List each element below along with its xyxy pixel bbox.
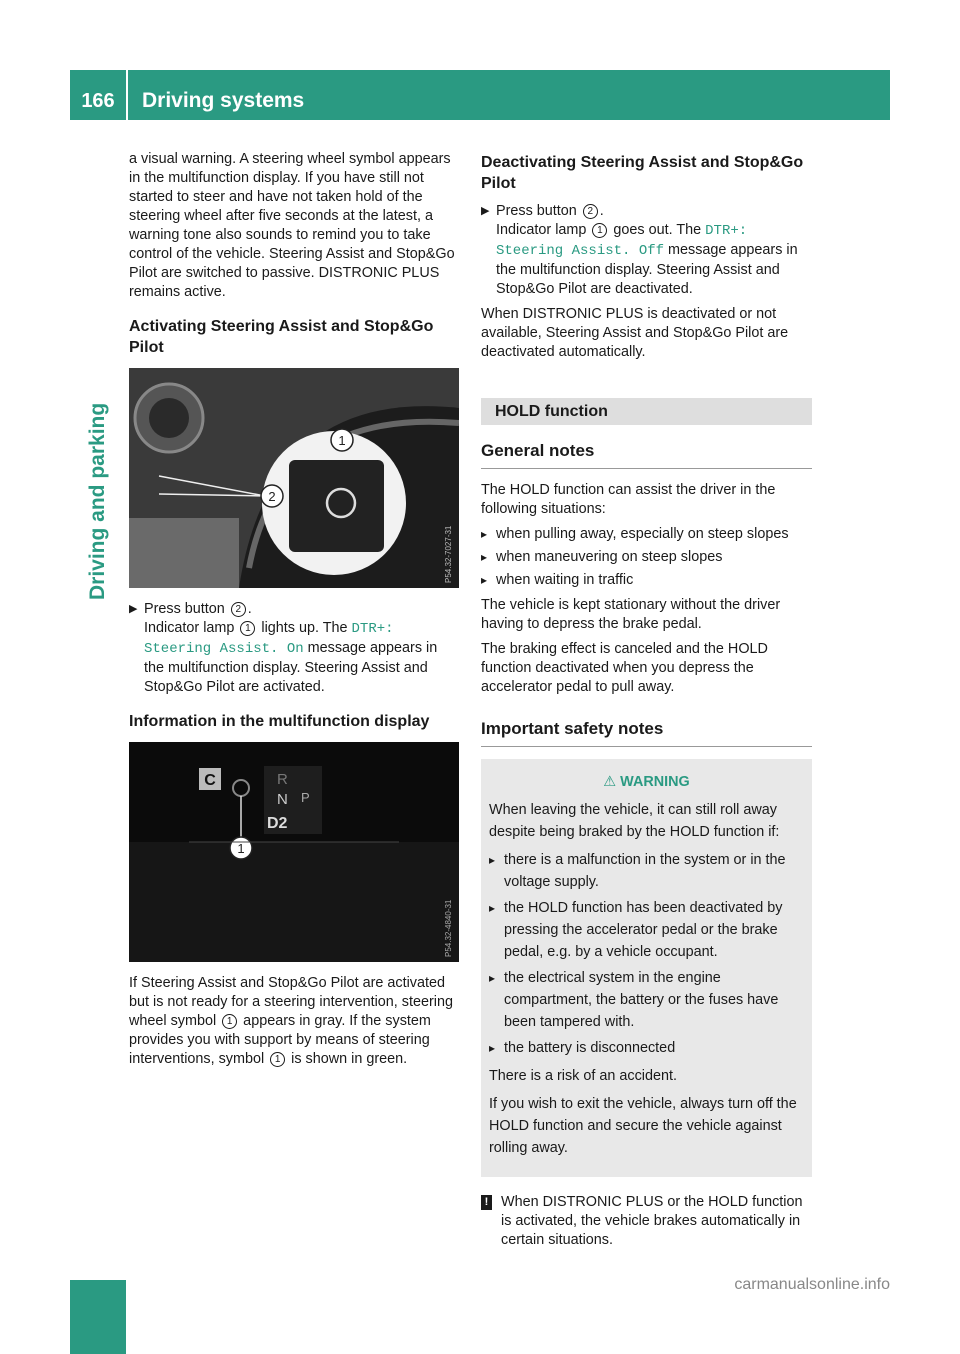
right-column: [481, 150, 812, 1250]
deactivate-message: DTR+: Steering Assist. Off: [496, 223, 748, 259]
activate-message: DTR+: Steering Assist. On: [144, 621, 394, 657]
info-paragraph: If Steering Assist and Stop&Go Pilot are activated but is not ready for a steering intervention, steering wheel symbol 1 appears in gray. If the system provides you with support by means of steering interventions, symbol 1 is shown in green.: [129, 975, 453, 1067]
side-tab-label: Driving and parking: [86, 402, 109, 600]
svg-text:N: N: [277, 791, 288, 808]
list-item: ▸ when waiting in traffic: [481, 571, 812, 590]
svg-text:1: 1: [237, 841, 245, 856]
info-heading: Information in the multifunction display: [129, 713, 430, 730]
general-bullets: [481, 525, 812, 590]
svg-text:P54.32-7027-31: P54.32-7027-31: [444, 525, 453, 583]
warning-triangle-icon: ⚠: [603, 774, 617, 790]
warning-box: [481, 759, 812, 1177]
hold-function-band: HOLD function: [481, 398, 812, 425]
list-item: ▸ the electrical system in the engine compartment, the battery or the fuses have been tampered with.: [489, 967, 804, 1033]
general-paragraph-2: The braking effect is canceled and the HOLD function deactivated when you depress the accelerator pedal to pull away.: [481, 641, 768, 695]
warning-paragraph-1: There is a risk of an accident.: [489, 1068, 677, 1084]
steering-wheel-image: [129, 368, 459, 588]
activate-step: ▶ Press button 2 . Indicator lamp 1 lights up. The DTR+: Steering Assist. On message appears in the multifunction display. Steering Assist and Stop&Go Pilot are activated.: [129, 600, 459, 697]
svg-text:D2: D2: [267, 815, 288, 832]
note: [481, 1193, 812, 1250]
warning-paragraph-2: If you wish to exit the vehicle, always turn off the HOLD function and secure the vehicle against rolling away.: [489, 1096, 797, 1156]
exclamation-icon: !: [481, 1195, 492, 1210]
page-header: [70, 70, 890, 120]
activate-heading: Activating Steering Assist and Stop&Go Pilot: [129, 318, 434, 356]
general-paragraph-1: The vehicle is kept stationary without the driver having to depress the brake pedal.: [481, 597, 781, 632]
deactivate-paragraph: When DISTRONIC PLUS is deactivated or not available, Steering Assist and Stop&Go Pilot are deactivated automatically.: [481, 306, 789, 360]
page-number: 166: [70, 70, 128, 120]
section-title: Driving systems: [142, 89, 305, 112]
list-item: ▸ the HOLD function has been deactivated by pressing the accelerator pedal or the brake pedal, e.g. by a vehicle occupant.: [489, 897, 804, 963]
list-item: ▸ when pulling away, especially on steep slopes: [481, 525, 812, 544]
svg-text:R: R: [277, 771, 288, 788]
multifunction-display-illustration: [129, 742, 459, 962]
svg-text:P: P: [301, 790, 310, 805]
svg-text:2: 2: [268, 489, 276, 504]
svg-text:1: 1: [338, 433, 346, 448]
warning-bullets: [489, 849, 804, 1059]
deactivate-heading: Deactivating Steering Assist and Stop&Go Pilot: [481, 154, 804, 192]
safety-notes-heading: Important safety notes: [481, 719, 812, 747]
left-column: [129, 150, 459, 1075]
deactivate-step: ▶ Press button 2 . Indicator lamp 1 goes out. The DTR+: Steering Assist. Off message appears in the multifunction display. Steering Assist and Stop&Go Pilot are deactivated.: [481, 202, 812, 299]
general-intro: The HOLD function can assist the driver in the following situations:: [481, 482, 776, 517]
general-notes-heading: General notes: [481, 441, 812, 469]
list-item: ▸ the battery is disconnected: [489, 1037, 804, 1059]
multifunction-display-image: [129, 742, 459, 962]
note-text: When DISTRONIC PLUS or the HOLD function is activated, the vehicle brakes automatically in certain situations.: [501, 1194, 803, 1248]
watermark: carmanualsonline.info: [734, 1276, 890, 1293]
side-tab-marker: [70, 1280, 126, 1354]
steering-wheel-illustration: [129, 368, 459, 588]
svg-text:P54.32-4840-31: P54.32-4840-31: [444, 899, 453, 957]
svg-text:C: C: [204, 772, 216, 789]
side-tab: [70, 120, 126, 1234]
list-item: ▸ there is a malfunction in the system or in the voltage supply.: [489, 849, 804, 893]
warning-intro: When leaving the vehicle, it can still roll away despite being braked by the HOLD function if:: [489, 802, 780, 840]
warning-title: ⚠ WARNING: [603, 774, 690, 790]
intro-paragraph: a visual warning. A steering wheel symbol appears in the multifunction display. If you have still not started to steer and have not taken hold of the steering wheel after five seconds at the latest, a warning tone also sounds to remind you to take control of the vehicle. Steering Assist and Stop&Go Pilot are switched to passive. DISTRONIC PLUS remains active.: [129, 151, 455, 300]
list-item: ▸ when maneuvering on steep slopes: [481, 548, 812, 567]
